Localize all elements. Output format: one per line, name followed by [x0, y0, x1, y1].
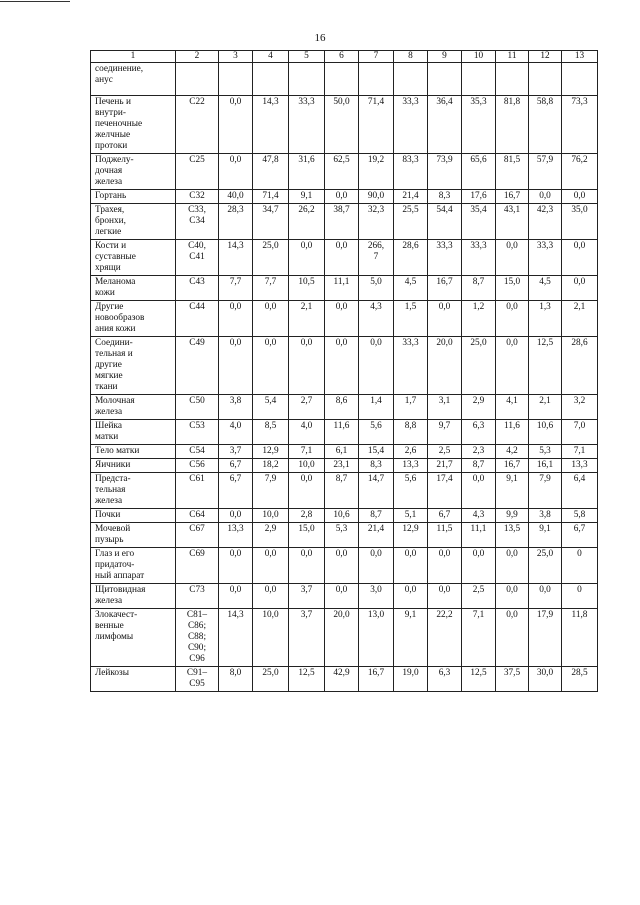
row-name-cell: Гортань — [91, 190, 176, 204]
value-cell: 0,0 — [253, 548, 289, 584]
value-cell: 6,3 — [428, 667, 462, 692]
value-cell: 50,0 — [325, 96, 359, 154]
column-header: 12 — [529, 51, 562, 63]
value-cell: 8,3 — [428, 190, 462, 204]
value-cell: 13,0 — [359, 609, 394, 667]
value-cell: 2,1 — [289, 301, 325, 337]
row-code-cell: C40, C41 — [176, 240, 219, 276]
value-cell: 7,1 — [289, 445, 325, 459]
value-cell — [359, 63, 394, 96]
table-row — [91, 204, 598, 240]
row-code-cell: C25 — [176, 154, 219, 190]
value-cell: 5,6 — [359, 420, 394, 445]
value-cell: 16,7 — [496, 459, 529, 473]
value-cell: 0,0 — [325, 584, 359, 609]
value-cell — [219, 63, 253, 96]
value-cell: 3,0 — [359, 584, 394, 609]
row-code-cell: C22 — [176, 96, 219, 154]
table-body — [91, 63, 598, 692]
value-cell: 10,0 — [253, 609, 289, 667]
row-name-cell: Трахея, бронхи, легкие — [91, 204, 176, 240]
value-cell: 4,2 — [496, 445, 529, 459]
row-name-cell: Тело матки — [91, 445, 176, 459]
value-cell: 9,1 — [529, 523, 562, 548]
row-name-cell: Поджелу- дочная железа — [91, 154, 176, 190]
value-cell: 28,3 — [219, 204, 253, 240]
value-cell: 0,0 — [253, 584, 289, 609]
value-cell: 0,0 — [325, 190, 359, 204]
value-cell: 17,6 — [462, 190, 496, 204]
value-cell: 73,3 — [562, 96, 598, 154]
value-cell: 11,1 — [325, 276, 359, 301]
value-cell: 5,8 — [562, 509, 598, 523]
value-cell: 73,9 — [428, 154, 462, 190]
table-row — [91, 459, 598, 473]
value-cell: 21,7 — [428, 459, 462, 473]
value-cell: 0,0 — [219, 337, 253, 395]
value-cell: 17,9 — [529, 609, 562, 667]
row-name-cell: Лейкозы — [91, 667, 176, 692]
value-cell: 0,0 — [529, 190, 562, 204]
value-cell — [253, 63, 289, 96]
value-cell: 81,8 — [496, 96, 529, 154]
value-cell: 90,0 — [359, 190, 394, 204]
value-cell — [428, 63, 462, 96]
value-cell: 16,1 — [529, 459, 562, 473]
row-code-cell: C61 — [176, 473, 219, 509]
row-code-cell: C73 — [176, 584, 219, 609]
value-cell: 0,0 — [253, 301, 289, 337]
row-name-cell: Кости и суставные хрящи — [91, 240, 176, 276]
value-cell: 1,3 — [529, 301, 562, 337]
value-cell: 13,3 — [219, 523, 253, 548]
value-cell: 7,9 — [529, 473, 562, 509]
row-code-cell: C53 — [176, 420, 219, 445]
value-cell: 33,3 — [394, 337, 428, 395]
value-cell: 31,6 — [289, 154, 325, 190]
value-cell: 4,3 — [462, 509, 496, 523]
value-cell: 0,0 — [219, 548, 253, 584]
value-cell: 12,5 — [529, 337, 562, 395]
value-cell: 2,1 — [562, 301, 598, 337]
table-row — [91, 96, 598, 154]
value-cell: 11,6 — [496, 420, 529, 445]
table-row — [91, 420, 598, 445]
value-cell: 25,0 — [462, 337, 496, 395]
row-code-cell: C56 — [176, 459, 219, 473]
table-row — [91, 523, 598, 548]
value-cell: 10,0 — [289, 459, 325, 473]
row-code-cell: C33, C34 — [176, 204, 219, 240]
value-cell: 16,7 — [359, 667, 394, 692]
value-cell: 6,7 — [219, 459, 253, 473]
value-cell: 0,0 — [496, 609, 529, 667]
row-name-cell: Другие новообразов ания кожи — [91, 301, 176, 337]
value-cell: 21,4 — [394, 190, 428, 204]
value-cell: 42,9 — [325, 667, 359, 692]
value-cell: 14,3 — [219, 240, 253, 276]
column-header: 3 — [219, 51, 253, 63]
value-cell: 6,7 — [562, 523, 598, 548]
value-cell: 7,1 — [462, 609, 496, 667]
value-cell: 9,1 — [394, 609, 428, 667]
value-cell: 14,3 — [253, 96, 289, 154]
value-cell: 266, 7 — [359, 240, 394, 276]
value-cell: 35,0 — [562, 204, 598, 240]
table-row — [91, 395, 598, 420]
data-table — [90, 50, 598, 692]
value-cell: 0,0 — [219, 154, 253, 190]
row-code-cell: C91– C95 — [176, 667, 219, 692]
value-cell: 1,2 — [462, 301, 496, 337]
value-cell: 4,1 — [496, 395, 529, 420]
value-cell — [562, 63, 598, 96]
value-cell: 17,4 — [428, 473, 462, 509]
column-header: 1 — [91, 51, 176, 63]
value-cell: 7,1 — [562, 445, 598, 459]
value-cell: 0,0 — [562, 190, 598, 204]
value-cell: 11,1 — [462, 523, 496, 548]
value-cell: 21,4 — [359, 523, 394, 548]
value-cell — [462, 63, 496, 96]
column-header: 10 — [462, 51, 496, 63]
value-cell: 47,8 — [253, 154, 289, 190]
value-cell: 0,0 — [253, 337, 289, 395]
row-code-cell: C50 — [176, 395, 219, 420]
value-cell: 11,6 — [325, 420, 359, 445]
column-header: 6 — [325, 51, 359, 63]
value-cell: 2,8 — [289, 509, 325, 523]
value-cell: 81,5 — [496, 154, 529, 190]
value-cell: 11,5 — [428, 523, 462, 548]
value-cell: 5,1 — [394, 509, 428, 523]
value-cell: 3,1 — [428, 395, 462, 420]
value-cell: 9,9 — [496, 509, 529, 523]
column-header: 13 — [562, 51, 598, 63]
value-cell — [289, 63, 325, 96]
value-cell: 18,2 — [253, 459, 289, 473]
value-cell: 2,5 — [462, 584, 496, 609]
value-cell: 0,0 — [496, 584, 529, 609]
value-cell: 12,5 — [289, 667, 325, 692]
value-cell: 2,3 — [462, 445, 496, 459]
row-code-cell — [176, 63, 219, 96]
value-cell: 33,3 — [462, 240, 496, 276]
value-cell: 76,2 — [562, 154, 598, 190]
value-cell: 4,3 — [359, 301, 394, 337]
row-name-cell: Шейка матки — [91, 420, 176, 445]
value-cell: 0,0 — [289, 548, 325, 584]
value-cell: 0,0 — [219, 301, 253, 337]
column-header: 4 — [253, 51, 289, 63]
value-cell: 13,3 — [394, 459, 428, 473]
value-cell: 0,0 — [325, 337, 359, 395]
page-number: 16 — [314, 32, 326, 44]
value-cell: 1,4 — [359, 395, 394, 420]
column-header: 8 — [394, 51, 428, 63]
value-cell: 71,4 — [359, 96, 394, 154]
top-rule — [0, 1, 70, 2]
value-cell: 2,7 — [289, 395, 325, 420]
column-header: 5 — [289, 51, 325, 63]
value-cell: 54,4 — [428, 204, 462, 240]
value-cell: 3,7 — [289, 609, 325, 667]
value-cell: 0,0 — [562, 240, 598, 276]
value-cell: 0,0 — [325, 240, 359, 276]
value-cell: 7,0 — [562, 420, 598, 445]
value-cell: 6,3 — [462, 420, 496, 445]
value-cell: 71,4 — [253, 190, 289, 204]
table-row — [91, 276, 598, 301]
value-cell: 25,0 — [529, 548, 562, 584]
row-name-cell: Глаз и его придаточ- ный аппарат — [91, 548, 176, 584]
value-cell: 0,0 — [219, 96, 253, 154]
value-cell: 0,0 — [289, 240, 325, 276]
value-cell: 25,0 — [253, 240, 289, 276]
value-cell: 0,0 — [219, 584, 253, 609]
value-cell: 33,3 — [289, 96, 325, 154]
value-cell: 2,5 — [428, 445, 462, 459]
value-cell: 42,3 — [529, 204, 562, 240]
row-name-cell: Меланома кожи — [91, 276, 176, 301]
value-cell: 43,1 — [496, 204, 529, 240]
value-cell: 83,3 — [394, 154, 428, 190]
value-cell: 0 — [562, 548, 598, 584]
value-cell — [496, 63, 529, 96]
value-cell: 0,0 — [428, 301, 462, 337]
value-cell: 7,7 — [219, 276, 253, 301]
table-row — [91, 509, 598, 523]
value-cell: 4,0 — [289, 420, 325, 445]
value-cell: 15,0 — [289, 523, 325, 548]
value-cell: 34,7 — [253, 204, 289, 240]
value-cell — [325, 63, 359, 96]
value-cell: 0,0 — [562, 276, 598, 301]
value-cell: 8,7 — [462, 459, 496, 473]
value-cell: 1,5 — [394, 301, 428, 337]
value-cell: 9,7 — [428, 420, 462, 445]
value-cell: 10,6 — [325, 509, 359, 523]
value-cell: 2,9 — [462, 395, 496, 420]
value-cell: 3,7 — [219, 445, 253, 459]
value-cell: 0,0 — [325, 301, 359, 337]
value-cell: 33,3 — [529, 240, 562, 276]
value-cell: 5,4 — [253, 395, 289, 420]
value-cell: 0,0 — [289, 337, 325, 395]
row-name-cell: соединение, анус — [91, 63, 176, 96]
value-cell: 16,7 — [428, 276, 462, 301]
row-code-cell: C67 — [176, 523, 219, 548]
value-cell: 37,5 — [496, 667, 529, 692]
value-cell: 62,5 — [325, 154, 359, 190]
value-cell: 8,8 — [394, 420, 428, 445]
value-cell: 0,0 — [496, 240, 529, 276]
row-name-cell: Щитовидная железа — [91, 584, 176, 609]
table-row — [91, 240, 598, 276]
value-cell: 40,0 — [219, 190, 253, 204]
value-cell: 12,9 — [253, 445, 289, 459]
value-cell: 20,0 — [428, 337, 462, 395]
value-cell: 6,7 — [428, 509, 462, 523]
value-cell: 16,7 — [496, 190, 529, 204]
value-cell — [529, 63, 562, 96]
column-header: 11 — [496, 51, 529, 63]
row-code-cell: C54 — [176, 445, 219, 459]
row-name-cell: Яичники — [91, 459, 176, 473]
value-cell: 12,9 — [394, 523, 428, 548]
value-cell: 6,1 — [325, 445, 359, 459]
value-cell — [394, 63, 428, 96]
value-cell: 0,0 — [496, 548, 529, 584]
value-cell: 22,2 — [428, 609, 462, 667]
row-code-cell: C43 — [176, 276, 219, 301]
value-cell: 5,3 — [325, 523, 359, 548]
column-header: 7 — [359, 51, 394, 63]
value-cell: 32,3 — [359, 204, 394, 240]
value-cell: 10,6 — [529, 420, 562, 445]
row-name-cell: Мочевой пузырь — [91, 523, 176, 548]
value-cell: 0,0 — [462, 548, 496, 584]
value-cell: 9,1 — [289, 190, 325, 204]
value-cell: 26,2 — [289, 204, 325, 240]
table-row — [91, 584, 598, 609]
value-cell: 8,6 — [325, 395, 359, 420]
table-row — [91, 548, 598, 584]
value-cell: 4,5 — [529, 276, 562, 301]
value-cell: 8,5 — [253, 420, 289, 445]
value-cell: 13,3 — [562, 459, 598, 473]
value-cell: 0,0 — [428, 584, 462, 609]
header-row — [91, 51, 598, 63]
value-cell: 20,0 — [325, 609, 359, 667]
table-row — [91, 337, 598, 395]
column-header: 2 — [176, 51, 219, 63]
value-cell: 58,8 — [529, 96, 562, 154]
value-cell: 33,3 — [428, 240, 462, 276]
value-cell: 7,7 — [253, 276, 289, 301]
value-cell: 11,8 — [562, 609, 598, 667]
value-cell: 2,1 — [529, 395, 562, 420]
value-cell: 10,5 — [289, 276, 325, 301]
value-cell: 0,0 — [359, 337, 394, 395]
value-cell: 0,0 — [289, 473, 325, 509]
value-cell: 12,5 — [462, 667, 496, 692]
value-cell: 0,0 — [394, 548, 428, 584]
table-row — [91, 473, 598, 509]
value-cell: 0,0 — [325, 548, 359, 584]
value-cell: 9,1 — [496, 473, 529, 509]
value-cell: 30,0 — [529, 667, 562, 692]
value-cell: 25,5 — [394, 204, 428, 240]
value-cell: 15,4 — [359, 445, 394, 459]
value-cell: 0,0 — [529, 584, 562, 609]
value-cell: 19,2 — [359, 154, 394, 190]
value-cell: 35,3 — [462, 96, 496, 154]
table-row — [91, 154, 598, 190]
value-cell: 6,7 — [219, 473, 253, 509]
value-cell: 13,5 — [496, 523, 529, 548]
row-code-cell: C64 — [176, 509, 219, 523]
value-cell: 8,3 — [359, 459, 394, 473]
value-cell: 35,4 — [462, 204, 496, 240]
value-cell: 2,9 — [253, 523, 289, 548]
value-cell: 6,4 — [562, 473, 598, 509]
value-cell: 28,6 — [394, 240, 428, 276]
table-row — [91, 609, 598, 667]
value-cell: 3,8 — [529, 509, 562, 523]
row-name-cell: Печень и внутри- печеночные желчные протоки — [91, 96, 176, 154]
value-cell: 8,7 — [462, 276, 496, 301]
value-cell: 0,0 — [219, 509, 253, 523]
value-cell: 15,0 — [496, 276, 529, 301]
row-code-cell: C49 — [176, 337, 219, 395]
value-cell: 0,0 — [496, 337, 529, 395]
value-cell: 23,1 — [325, 459, 359, 473]
value-cell: 28,6 — [562, 337, 598, 395]
row-name-cell: Почки — [91, 509, 176, 523]
table-row — [91, 190, 598, 204]
value-cell: 8,7 — [359, 509, 394, 523]
value-cell: 38,7 — [325, 204, 359, 240]
value-cell: 28,5 — [562, 667, 598, 692]
table-row — [91, 301, 598, 337]
value-cell: 2,6 — [394, 445, 428, 459]
value-cell: 14,7 — [359, 473, 394, 509]
value-cell: 65,6 — [462, 154, 496, 190]
value-cell: 1,7 — [394, 395, 428, 420]
value-cell: 0,0 — [394, 584, 428, 609]
value-cell: 3,8 — [219, 395, 253, 420]
row-name-cell: Молочная железа — [91, 395, 176, 420]
value-cell: 5,0 — [359, 276, 394, 301]
value-cell: 5,3 — [529, 445, 562, 459]
table-row — [91, 445, 598, 459]
row-code-cell: C44 — [176, 301, 219, 337]
value-cell: 10,0 — [253, 509, 289, 523]
value-cell: 3,2 — [562, 395, 598, 420]
value-cell: 0,0 — [496, 301, 529, 337]
value-cell: 8,0 — [219, 667, 253, 692]
value-cell: 0,0 — [462, 473, 496, 509]
row-code-cell: C32 — [176, 190, 219, 204]
value-cell: 0 — [562, 584, 598, 609]
row-name-cell: Соедини- тельная и другие мягкие ткани — [91, 337, 176, 395]
table-row — [91, 63, 598, 96]
value-cell: 4,5 — [394, 276, 428, 301]
value-cell: 8,7 — [325, 473, 359, 509]
row-name-cell: Предста- тельная железа — [91, 473, 176, 509]
value-cell: 0,0 — [359, 548, 394, 584]
row-code-cell: C81– C86; C88; C90; C96 — [176, 609, 219, 667]
value-cell: 5,6 — [394, 473, 428, 509]
row-name-cell: Злокачест- венные лимфомы — [91, 609, 176, 667]
value-cell: 19,0 — [394, 667, 428, 692]
value-cell: 4,0 — [219, 420, 253, 445]
column-header: 9 — [428, 51, 462, 63]
value-cell: 33,3 — [394, 96, 428, 154]
table-row — [91, 667, 598, 692]
value-cell: 25,0 — [253, 667, 289, 692]
value-cell: 7,9 — [253, 473, 289, 509]
value-cell: 14,3 — [219, 609, 253, 667]
value-cell: 36,4 — [428, 96, 462, 154]
value-cell: 0,0 — [428, 548, 462, 584]
row-code-cell: C69 — [176, 548, 219, 584]
value-cell: 3,7 — [289, 584, 325, 609]
value-cell: 57,9 — [529, 154, 562, 190]
